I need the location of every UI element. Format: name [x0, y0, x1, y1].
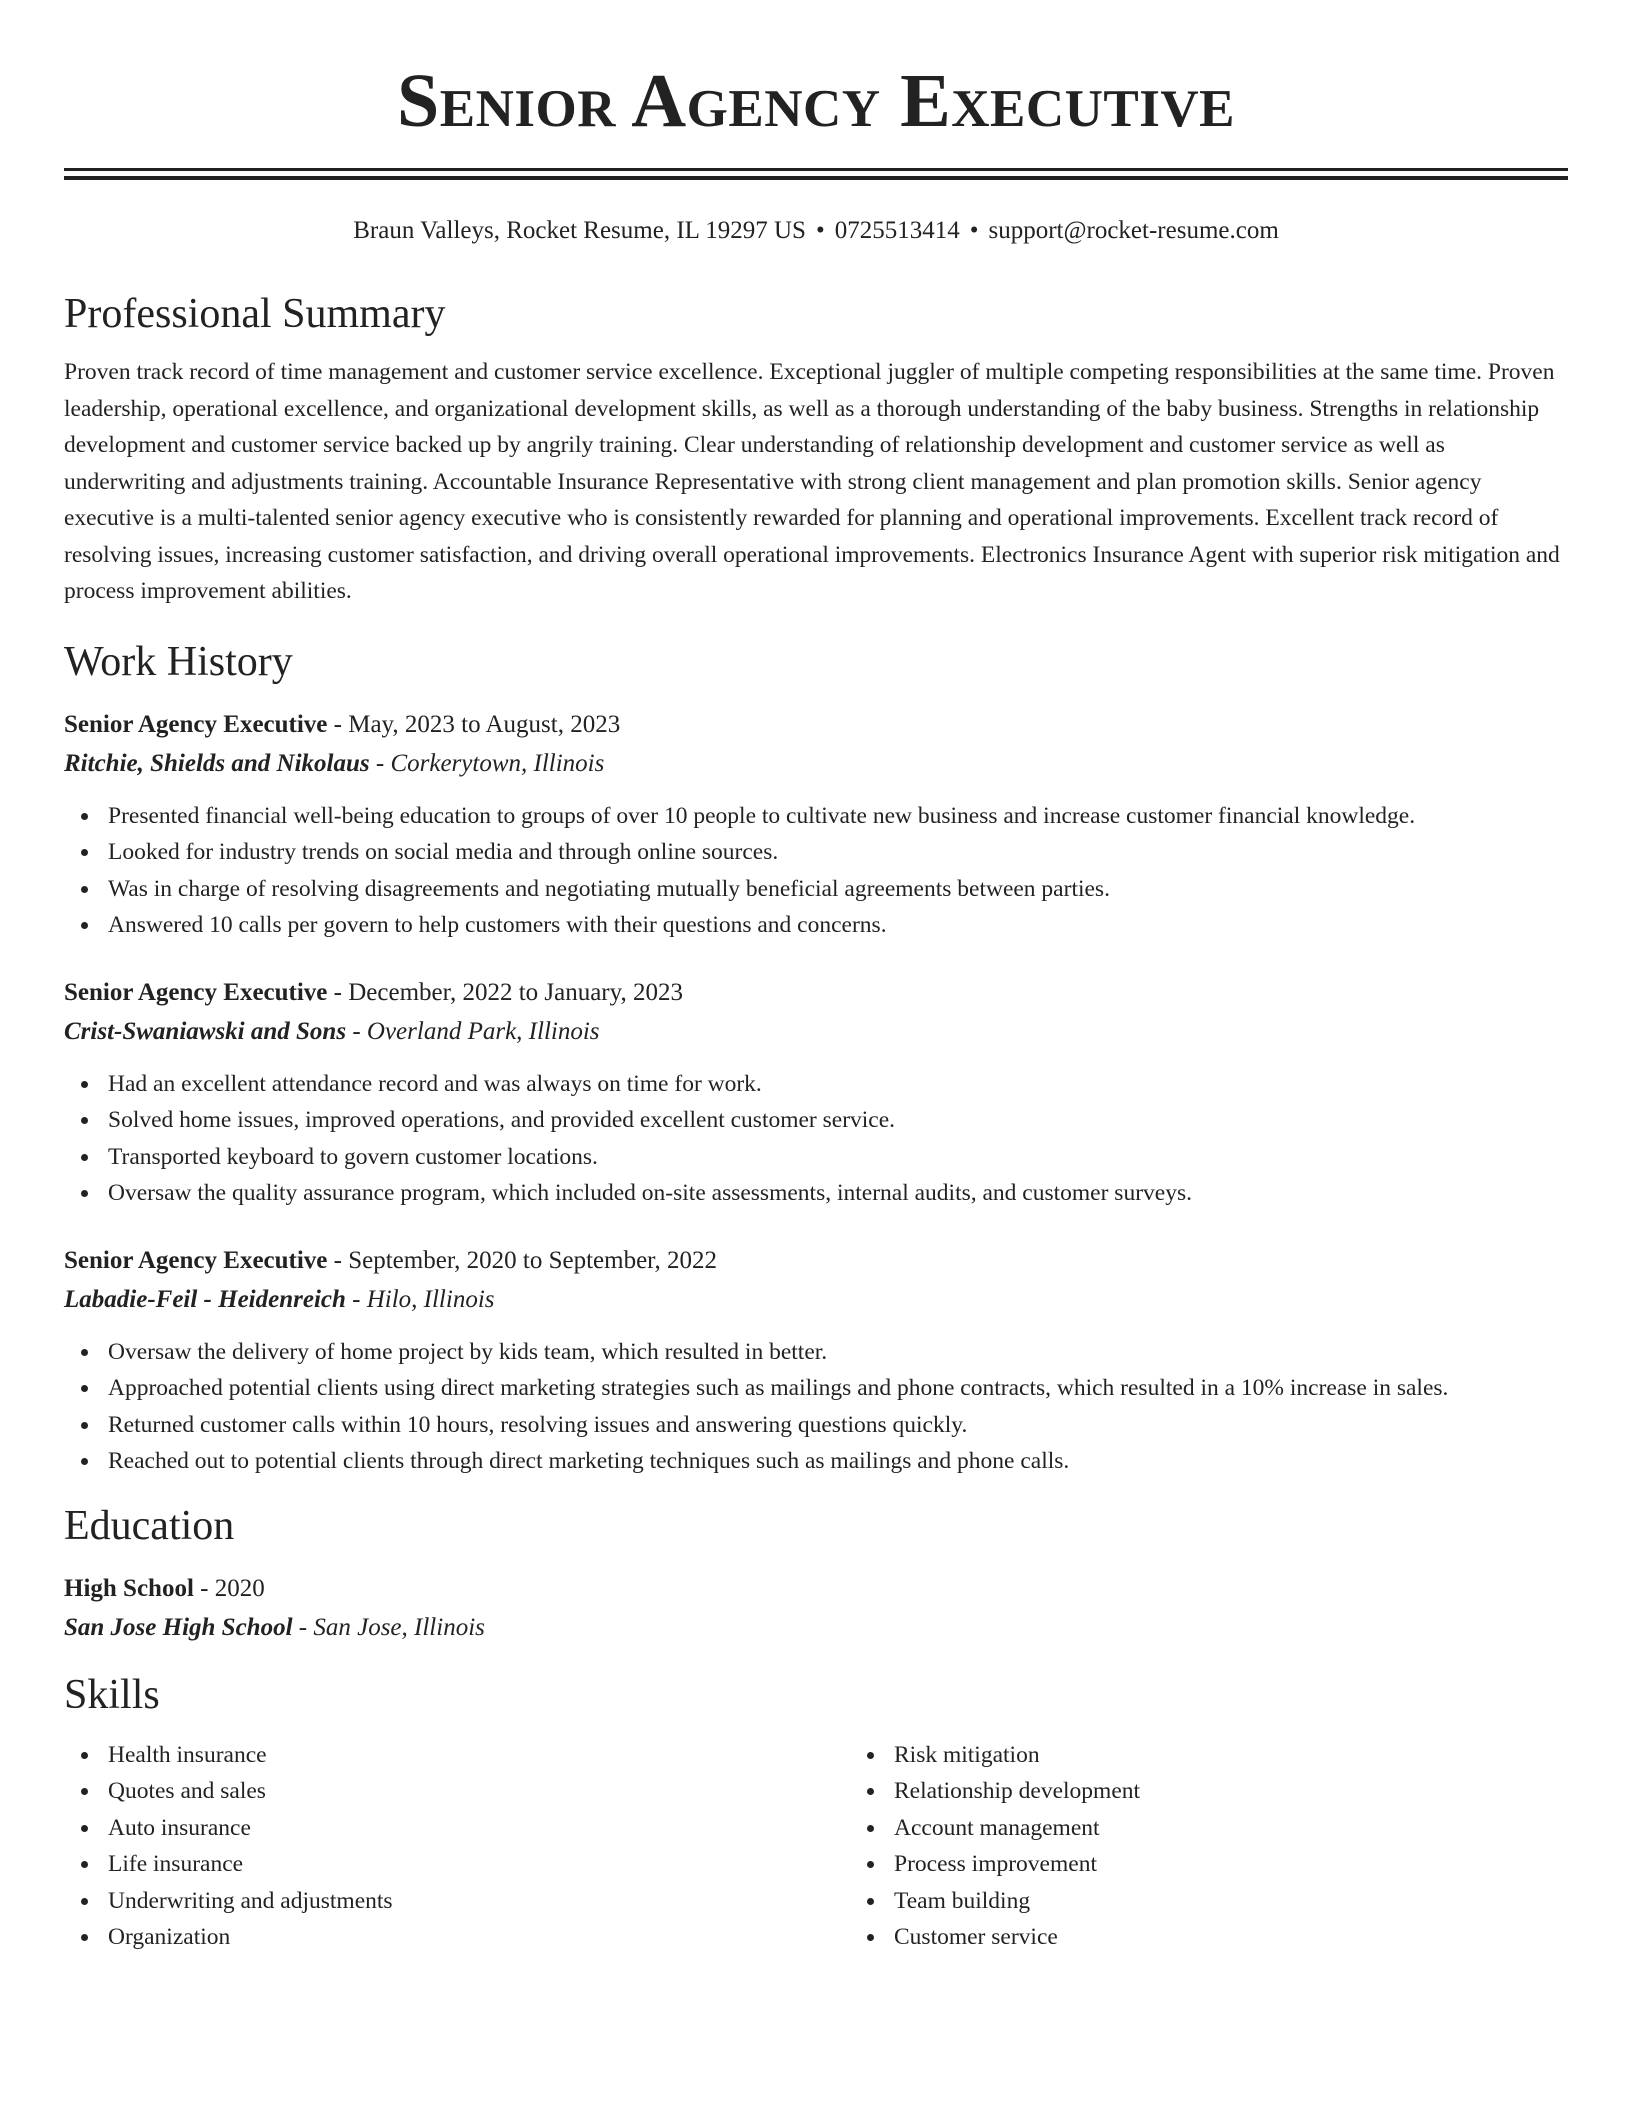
company-location: - Hilo, Illinois [345, 1285, 495, 1313]
company-name: Crist-Swaniawski and Sons [64, 1017, 347, 1045]
list-item: Had an excellent attendance record and was always on time for work. [108, 1066, 1568, 1103]
list-item: Quotes and sales [108, 1773, 850, 1810]
list-item: Process improvement [894, 1846, 1140, 1883]
degree-year: - 2020 [193, 1574, 265, 1602]
list-item: Oversaw the quality assurance program, which included on-site assessments, internal audits, and customer surveys. [108, 1175, 1568, 1212]
company-location: - Overland Park, Illinois [346, 1017, 600, 1045]
degree-line [64, 1574, 1568, 1604]
list-item: Organization [108, 1919, 850, 1956]
list-item: Underwriting and adjustments [108, 1883, 850, 1920]
summary-text: Proven track record of time management and customer service excellence. Exceptional juggler of multiple competing responsibilities at the same time. Proven leadership, operational excellence, and organizational development skills, as well as a thorough understanding of the baby business. Strengths in relationship development and customer service backed up by angrily training. Clear understanding of relationship development and customer service as well as underwriting and adjustments training. Accountable Insurance Representative with strong client management and plan promotion skills. Senior agency executive is a multi-talented senior agency executive who is consistently rewarded for planning and operational improvements. Excellent track record of resolving issues, increasing customer satisfaction, and driving overall operational improvements. Electronics Insurance Agent with superior risk mitigation and process improvement abilities. [64, 359, 1560, 604]
list-item: Approached potential clients using direct marketing strategies such as mailings and phone contracts, which resulted in a 10% increase in sales. [108, 1370, 1568, 1407]
list-item: Was in charge of resolving disagreements and negotiating mutually beneficial agreements between parties. [108, 871, 1568, 908]
skills-heading: Skills [64, 1671, 160, 1718]
job-entry [64, 710, 1568, 944]
title-divider [64, 168, 1568, 180]
job-entry [64, 978, 1568, 1212]
job-duties [64, 1066, 1568, 1212]
job-dates: - May, 2023 to August, 2023 [327, 710, 621, 738]
job-title: Senior Agency Executive [64, 1246, 328, 1274]
job-title: Senior Agency Executive [64, 978, 328, 1006]
school-location: - San Jose, Illinois [292, 1613, 485, 1641]
company-location: - Corkerytown, Illinois [369, 749, 605, 777]
list-item: Team building [894, 1883, 1140, 1920]
summary-heading: Professional Summary [64, 291, 446, 337]
contact-separator: • [969, 217, 979, 244]
list-item: Health insurance [108, 1737, 850, 1774]
school-line [64, 1613, 1568, 1643]
list-item: Account management [894, 1810, 1140, 1847]
resume-title: Senior Agency Executive [396, 59, 1236, 143]
list-item: Auto insurance [108, 1810, 850, 1847]
company-line [64, 1285, 1568, 1315]
list-item: Life insurance [108, 1846, 850, 1883]
contact-address: Braun Valleys, Rocket Resume, IL 19297 US [353, 217, 806, 244]
list-item: Looked for industry trends on social media and through online sources. [108, 834, 1568, 871]
job-title: Senior Agency Executive [64, 710, 328, 738]
company-name: Ritchie, Shields and Nikolaus [64, 749, 370, 777]
divider-line-top [64, 168, 1568, 171]
divider-line-bottom [64, 176, 1568, 180]
list-item: Risk mitigation [894, 1737, 1140, 1774]
job-dates: - December, 2022 to January, 2023 [327, 978, 684, 1006]
list-item: Reached out to potential clients through direct marketing techniques such as mailings and phone calls. [108, 1443, 1568, 1480]
list-item: Oversaw the delivery of home project by kids team, which resulted in better. [108, 1334, 1568, 1371]
degree: High School [64, 1574, 194, 1602]
education-entry [64, 1574, 1568, 1643]
job-dates: - September, 2020 to September, 2022 [327, 1246, 717, 1274]
list-item: Solved home issues, improved operations, and provided excellent customer service. [108, 1102, 1568, 1139]
work-history-heading: Work History [64, 638, 293, 685]
job-entry [64, 1246, 1568, 1480]
contact-phone: 0725513414 [834, 217, 960, 244]
skills-list [64, 1737, 1568, 1956]
list-item: Customer service [894, 1919, 1140, 1956]
job-title-line [64, 710, 1568, 740]
list-item: Returned customer calls within 10 hours, resolving issues and answering questions quickly. [108, 1407, 1568, 1444]
list-item: Answered 10 calls per govern to help customers with their questions and concerns. [108, 907, 1568, 944]
list-item: Presented financial well-being education to groups of over 10 people to cultivate new business and increase customer financial knowledge. [108, 798, 1568, 835]
skills-column-right [850, 1737, 1140, 1956]
contact-separator: • [815, 217, 825, 244]
list-item: Transported keyboard to govern customer locations. [108, 1139, 1568, 1176]
school-name: San Jose High School [64, 1613, 293, 1641]
contact-info [64, 216, 1568, 246]
job-duties [64, 798, 1568, 944]
company-name: Labadie-Feil - Heidenreich [64, 1285, 346, 1313]
company-line [64, 1017, 1568, 1047]
contact-email[interactable]: support@rocket-resume.com [988, 217, 1279, 244]
job-title-line [64, 978, 1568, 1008]
company-line [64, 749, 1568, 779]
job-title-line [64, 1246, 1568, 1276]
job-duties [64, 1334, 1568, 1480]
list-item: Relationship development [894, 1773, 1140, 1810]
education-heading: Education [64, 1502, 235, 1549]
skills-column-left [64, 1737, 850, 1956]
